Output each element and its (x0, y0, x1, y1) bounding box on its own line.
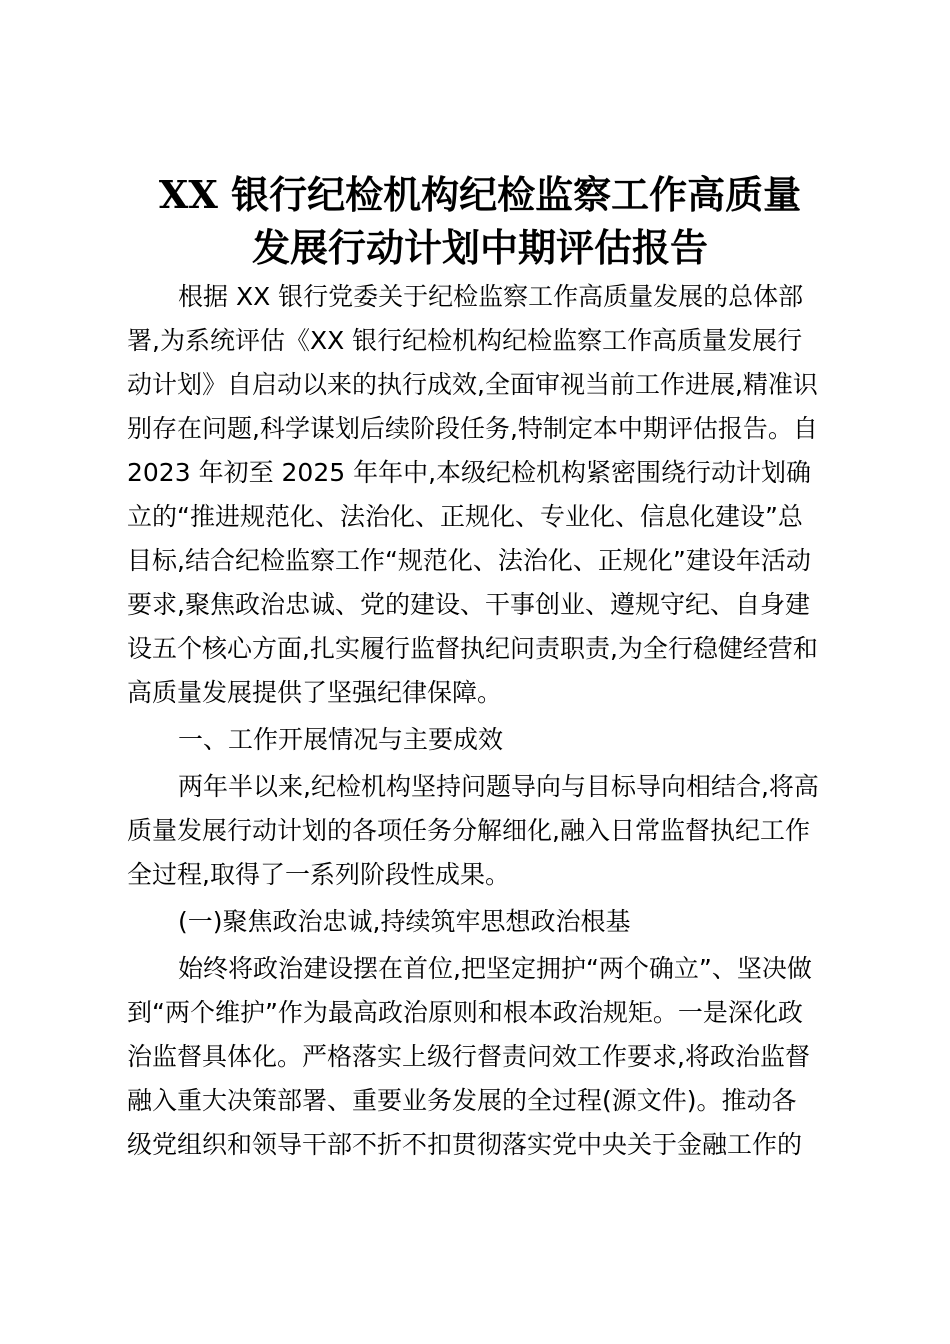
section-paragraph-line: 两年半以来,纪检机构坚持问题导向与目标导向相结合,将高 (178, 772, 819, 801)
subsection-paragraph-line: 级党组织和领导干部不折不扣贯彻落实党中央关于金融工作的 (127, 1130, 803, 1159)
title-line-1: XX 银行纪检机构纪检监察工作高质量 (158, 172, 802, 217)
intro-paragraph-line: 要求,聚焦政治忠诚、党的建设、干事创业、遵规守纪、自身建 (127, 590, 810, 619)
subsection-paragraph-line: 融入重大决策部署、重要业务发展的全过程(源文件)。推动各 (127, 1086, 797, 1115)
title-line-2: 发展行动计划中期评估报告 (251, 225, 708, 270)
intro-paragraph-line: 高质量发展提供了坚强纪律保障。 (127, 678, 503, 707)
intro-paragraph-line: 署,为系统评估《XX 银行纪检机构纪检监察工作高质量发展行 (127, 326, 803, 355)
section-heading: 一、工作开展情况与主要成效 (178, 725, 504, 754)
subsection-paragraph-line: 治监督具体化。严格落实上级行督责问效工作要求,将政治监督 (127, 1042, 810, 1071)
section-paragraph-line: 质量发展行动计划的各项任务分解细化,融入日常监督执纪工作 (127, 816, 810, 845)
section-paragraph-line: 全过程,取得了一系列阶段性成果。 (127, 860, 510, 889)
intro-paragraph-line: 设五个核心方面,扎实履行监督执纪问责职责,为全行稳健经营和 (127, 634, 818, 663)
intro-paragraph-line: 动计划》自启动以来的执行成效,全面审视当前工作进展,精准识 (127, 370, 818, 399)
subsection-paragraph-line: 到“两个维护”作为最高政治原则和根本政治规矩。一是深化政 (127, 998, 803, 1027)
document-title (100, 168, 860, 274)
intro-paragraph-line: 根据 XX 银行党委关于纪检监察工作高质量发展的总体部 (178, 282, 804, 311)
intro-paragraph-line: 目标,结合纪检监察工作“规范化、法治化、正规化”建设年活动 (127, 546, 811, 575)
intro-paragraph-line: 立的“推进规范化、法治化、正规化、专业化、信息化建设”总 (127, 502, 803, 531)
subsection-paragraph-line: 始终将政治建设摆在首位,把坚定拥护“两个确立”、坚决做 (178, 954, 812, 983)
intro-paragraph-line: 2023 年初至 2025 年年中,本级纪检机构紧密围绕行动计划确 (127, 458, 812, 487)
subsection-heading: (一)聚焦政治忠诚,持续筑牢思想政治根基 (178, 907, 631, 936)
intro-paragraph-line: 别存在问题,科学谋划后续阶段任务,特制定本中期评估报告。自 (127, 414, 818, 443)
